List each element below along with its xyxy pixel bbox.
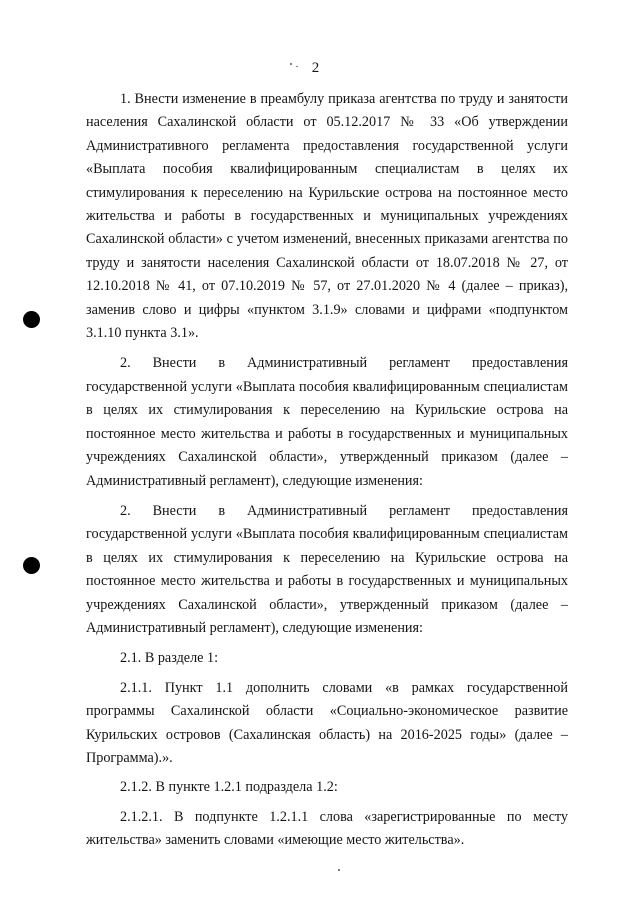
paragraph-2: 2. Внести в Административный регламент предоставления государственной услуги «Выплата пособия квалифицированным специалистам в целях их стимулирования к переселению на Курильские острова на постоянное место жительства и работы в государственных и муниципальных учреждениях Сахалинской области», утвержденный приказом (далее – Административный регламент), следующие изменения: [86,355,568,489]
paragraph-2-1-2-1: 2.1.2.1. В подпункте 1.2.1.1 слова «зарегистрированные по месту жительства» заменить словами «имеющие место жительства». [86,808,568,849]
page-number: 2 [311,60,320,76]
scan-speck [290,63,292,65]
paragraph-2-1: 2.1. В разделе 1: [120,650,219,667]
document-body [86,88,568,859]
paragraph-2-repeat: 2. Внести в Административный регламент предоставления государственной услуги «Выплата пособия квалифицированным специалистам в целях их стимулирования к переселению на Курильские острова на постоянное место жительства и работы в государственных и муниципальных учреждениях Сахалинской области», утвержденный приказом (далее – Административный регламент), следующие изменения: [86,502,568,636]
punch-hole-top [23,311,40,328]
scan-speck [296,66,298,67]
paragraph-2-1-1: 2.1.1. Пункт 1.1 дополнить словами «в рамках государственной программы Сахалинской области «Социально-экономическое развитие Курильских островов (Сахалинская область) на 2016-2025 годы» (далее – Программа).». [86,679,568,766]
scan-speck [338,869,340,871]
paragraph-2-1-2: 2.1.2. В пункте 1.2.1 подраздела 1.2: [120,779,338,796]
paragraph-1: 1. Внести изменение в преамбулу приказа агентства по труду и занятости населения Сахалинской области от 05.12.2017 № 33 «Об утверждении Административного регламента предоставления государственной услуги «Выплата пособия квалифицированным специалистам в целях их стимулирования к переселению на Курильские острова на постоянное место жительства и работы в государственных и муниципальных учреждениях Сахалинской области» с учетом изменений, внесенных приказами агентства по труду и занятости населения Сахалинской области от 18.07.2018 № 27, от 12.10.2018 № 41, от 07.10.2019 № 57, от 27.01.2020 № 4 (далее – приказ), заменив слово и цифры «пунктом 3.1.9» словами и цифрами «подпунктом 3.1.10 пункта 3.1». [86,91,568,342]
punch-hole-bottom [23,557,40,574]
